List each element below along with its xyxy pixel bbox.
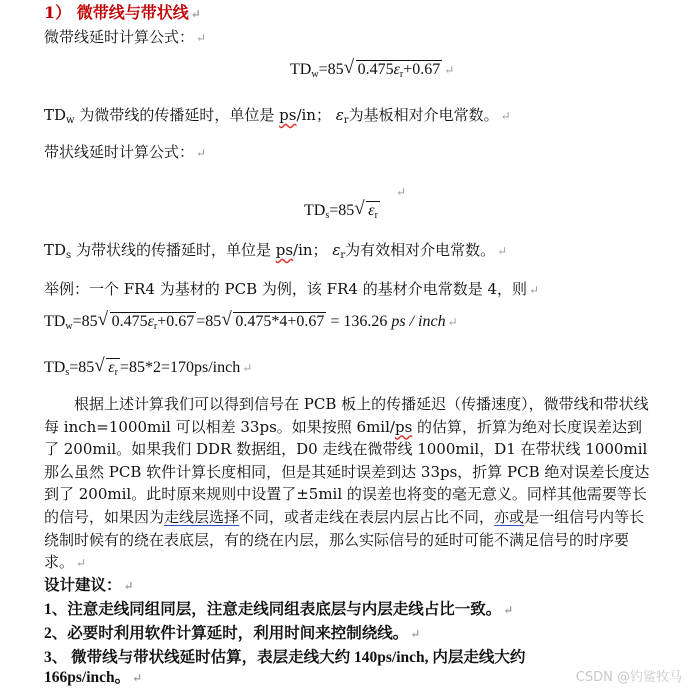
advice-item-2: 2、必要时利用软件计算延时，利用时间来控制绕线。 ↵ xyxy=(44,625,421,642)
csdn-watermark: CSDN @钓鲨牧马 xyxy=(575,670,682,685)
example-sentence: 举例：一个 FR4 为基材的 PCB 为例，该 FR4 的基材介电常数是 4，则 ↵ xyxy=(44,280,540,298)
stripline-formula-mark: ↵ xyxy=(396,185,407,199)
stripline-definition: $TD_s$ 为带状线的传播延时，单位是 ps/in； $\varepsilon_r$为有效相对介电常数。 ↵ xyxy=(44,241,508,261)
explanation-paragraph: 根据上述计算我们可以得到信号在 PCB 板上的传播延迟（传播速度），微带线和带状线每 inch=1000mil 可以相差 33ps。如果按照 6mil/ps 的估算，折算为绝对长度误差达到了 200mil。如果我们 DDR 数据组，D0 走线在微带线 1000mil，D1 在带状线 1000mil 那么虽然 PCB 软件计算长度相同，但是其延时误差到达 33ps，折算 PCB 绝对误差长度达到了 200mil。此时原来规则中设置了±5mil 的误差也将变的毫无意义。同样其他需要等长的信号，如果因为走线层选择不同，或者走线在表层内层占比不同，亦或是一组信号内等长绕制时候有的绕在表底层，有的绕在内层，那么实际信号的延时可能不满足信号的时序要求。 ↵ xyxy=(44,395,650,572)
stripline-delay-formula: $TD_s=85√$ $\varepsilon_r$ xyxy=(304,201,380,221)
microstrip-formula-label: 微带线延时计算公式： ↵ xyxy=(44,28,207,46)
advice-item-3-continued: 166ps/inch。 ↵ xyxy=(44,669,143,686)
advice-item-1: 1、注意走线同组同层，注意走线同组表底层与内层走线占比一致。 ↵ xyxy=(44,601,514,618)
advice-title: 设计建议： ↵ xyxy=(44,577,134,594)
advice-item-3: 3、 微带线与带状线延时估算，表层走线大约 140ps/inch, 内层走线大约 xyxy=(44,649,526,666)
microstrip-delay-formula: $TD_w=85√$ $0.475\varepsilon_r+0.67$ ↵ xyxy=(290,60,454,80)
microstrip-example-formula: $TD_w=85√$ $0.475\varepsilon_r+0.67 =85√$ 0.475*4+0.67 = 136.26 ps / inch ↵ xyxy=(44,312,458,332)
stripline-formula-label: 带状线延时计算公式： ↵ xyxy=(44,143,207,161)
microstrip-definition: $TD_w$ 为微带线的传播延时，单位是 ps/in； $\varepsilon_r$为基板相对介电常数。 ↵ xyxy=(44,106,511,126)
stripline-example-formula: $TD_s=85√$ $\varepsilon_r$ =85*2=170ps/inch ↵ xyxy=(44,358,252,378)
section-heading: 1） 微带线与带状线 ↵ xyxy=(44,3,201,22)
